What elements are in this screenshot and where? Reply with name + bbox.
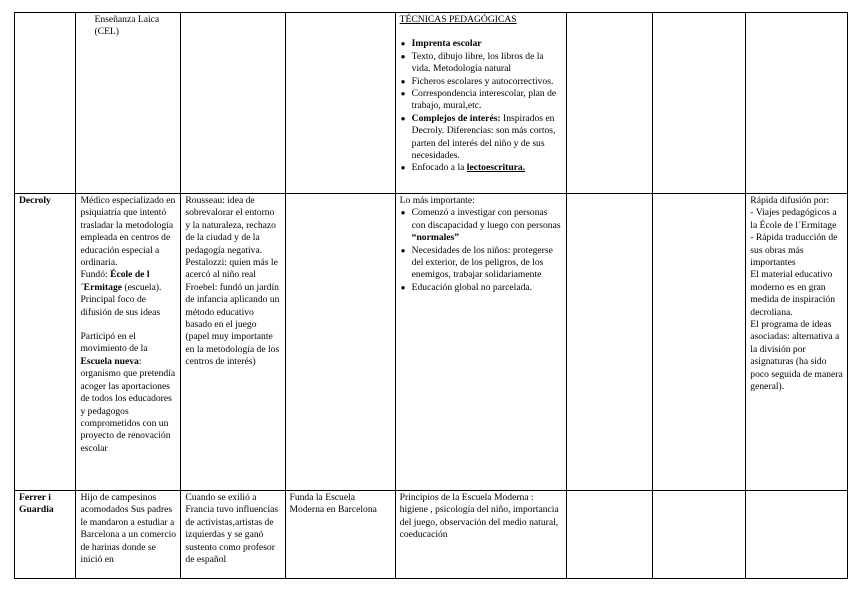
list-item: ● Correspondencia interescolar, plan de trabajo, mural,etc.	[412, 88, 562, 113]
bio-text-2: Participó en el movimiento de la Escuela nueva: organismo que pretendía acoger las aportaciones de todos los educadores y pedagogos comprometidos con un proyecto de renovación escolar	[80, 331, 176, 454]
list-item: ● Imprenta escolar	[412, 38, 562, 50]
important-list	[400, 207, 562, 294]
cell-name	[15, 194, 76, 491]
diffusion-2: - Rápida traducción de sus obras más importantes	[750, 232, 838, 269]
cell-name	[15, 13, 76, 194]
cell-name	[15, 491, 76, 579]
list-item: ● Ficheros escolares y autocorrectivos.	[412, 76, 562, 88]
table-row	[15, 13, 848, 194]
cell-influences	[181, 491, 285, 579]
cell-diffusion	[746, 194, 848, 491]
cell-empty-7	[652, 194, 745, 491]
bio-text-1: Médico especializado en psiquiatría que intentó trasladar la metodología empleada en centros de educación especial a ordinaria.	[80, 195, 176, 269]
cell-diffusion	[746, 13, 848, 194]
cell-influences	[181, 13, 285, 194]
list-item: ● Educación global no parcelada.	[412, 282, 562, 294]
exile-text: Cuando se exilió a Francia tuvo influencias de activistas,artistas de izquierdas y se ganó sustento como profesor de español	[185, 492, 279, 566]
diffusion-4: El programa de ideas asociadas: alternativa a la división por asignaturas (ha sido poco seguida de manera general).	[750, 319, 843, 393]
cell-empty-6	[567, 194, 653, 491]
list-item: ● Texto, dibujo libre, los libros de la vida. Metodología natural	[412, 51, 562, 76]
diffusion-1: - Viajes pedagógicos a la École de l´Ermitage	[750, 207, 837, 231]
pedagogue-name: Decroly	[19, 195, 51, 206]
cell-ideas	[395, 194, 566, 491]
list-item: ● Necesidades de los niños: protegerse del exterior, de los peligros, de los enemigos, trabajar solidariamente	[412, 245, 562, 282]
techniques-list	[400, 38, 562, 174]
cel-text: Enseñanza Laica (CEL)	[94, 14, 160, 38]
cell-works	[285, 194, 395, 491]
cell-empty-6	[567, 13, 653, 194]
bio-fundo: Fundó: École de l´Ermitage (escuela). Principal foco de difusión de sus ideas	[80, 269, 162, 318]
cell-ideas	[395, 491, 566, 579]
cell-bio	[76, 13, 181, 194]
cell-works	[285, 13, 395, 194]
table-row	[15, 491, 848, 579]
influences-text: Rousseau: idea de sobrevalorar el entorno y la naturaleza, rechazo de la ciudad y de la pedagogía negativa. Pestalozzi: quien más le acercó al niño real Froebel: fundó un jardín de infancia aplicando un método educativo basado en el juego (papel muy importante en la metodología de los centros de interés)	[185, 195, 280, 368]
table-row	[15, 194, 848, 491]
principles-text: Principios de la Escuela Moderna : higiene , psicología del niño, importancia del juego, observación del medio natural, coeducación	[399, 492, 559, 541]
important-title: Lo más importante:	[399, 195, 475, 206]
cell-works	[285, 491, 395, 579]
cell-empty-7	[652, 491, 745, 579]
cell-empty-7	[652, 13, 745, 194]
cell-ideas	[395, 13, 566, 194]
list-item: ● Complejos de interés: Inspirados en Decroly. Diferencias: son más cortos, parten del interés del niño y de sus necesidades.	[412, 113, 562, 163]
cell-bio	[76, 491, 181, 579]
cell-influences	[181, 194, 285, 491]
bio-text: Hijo de campesinos acomodados Sus padres le mandaron a estudiar a Barcelona a un comercio de harinas donde se inició en	[80, 492, 177, 566]
list-item: ● Enfocado a la lectoescritura.	[412, 162, 562, 174]
pedagogue-name: Ferrer i Guardia	[19, 492, 54, 516]
cell-diffusion	[746, 491, 848, 579]
cell-bio	[76, 194, 181, 491]
techniques-title: TÉCNICAS PEDAGÓGICAS	[399, 14, 517, 25]
pedagogues-table	[14, 12, 848, 579]
cell-empty-6	[567, 491, 653, 579]
founded-text: Funda la Escuela Moderna en Barcelona	[289, 492, 377, 516]
diffusion-3: El material educativo moderno es en gran medida de inspiración decroliana.	[750, 269, 836, 318]
diffusion-title: Rápida difusión por:	[750, 195, 830, 206]
list-item: ● Comenzó a investigar con personas con discapacidad y luego con personas “normales”	[412, 207, 562, 244]
